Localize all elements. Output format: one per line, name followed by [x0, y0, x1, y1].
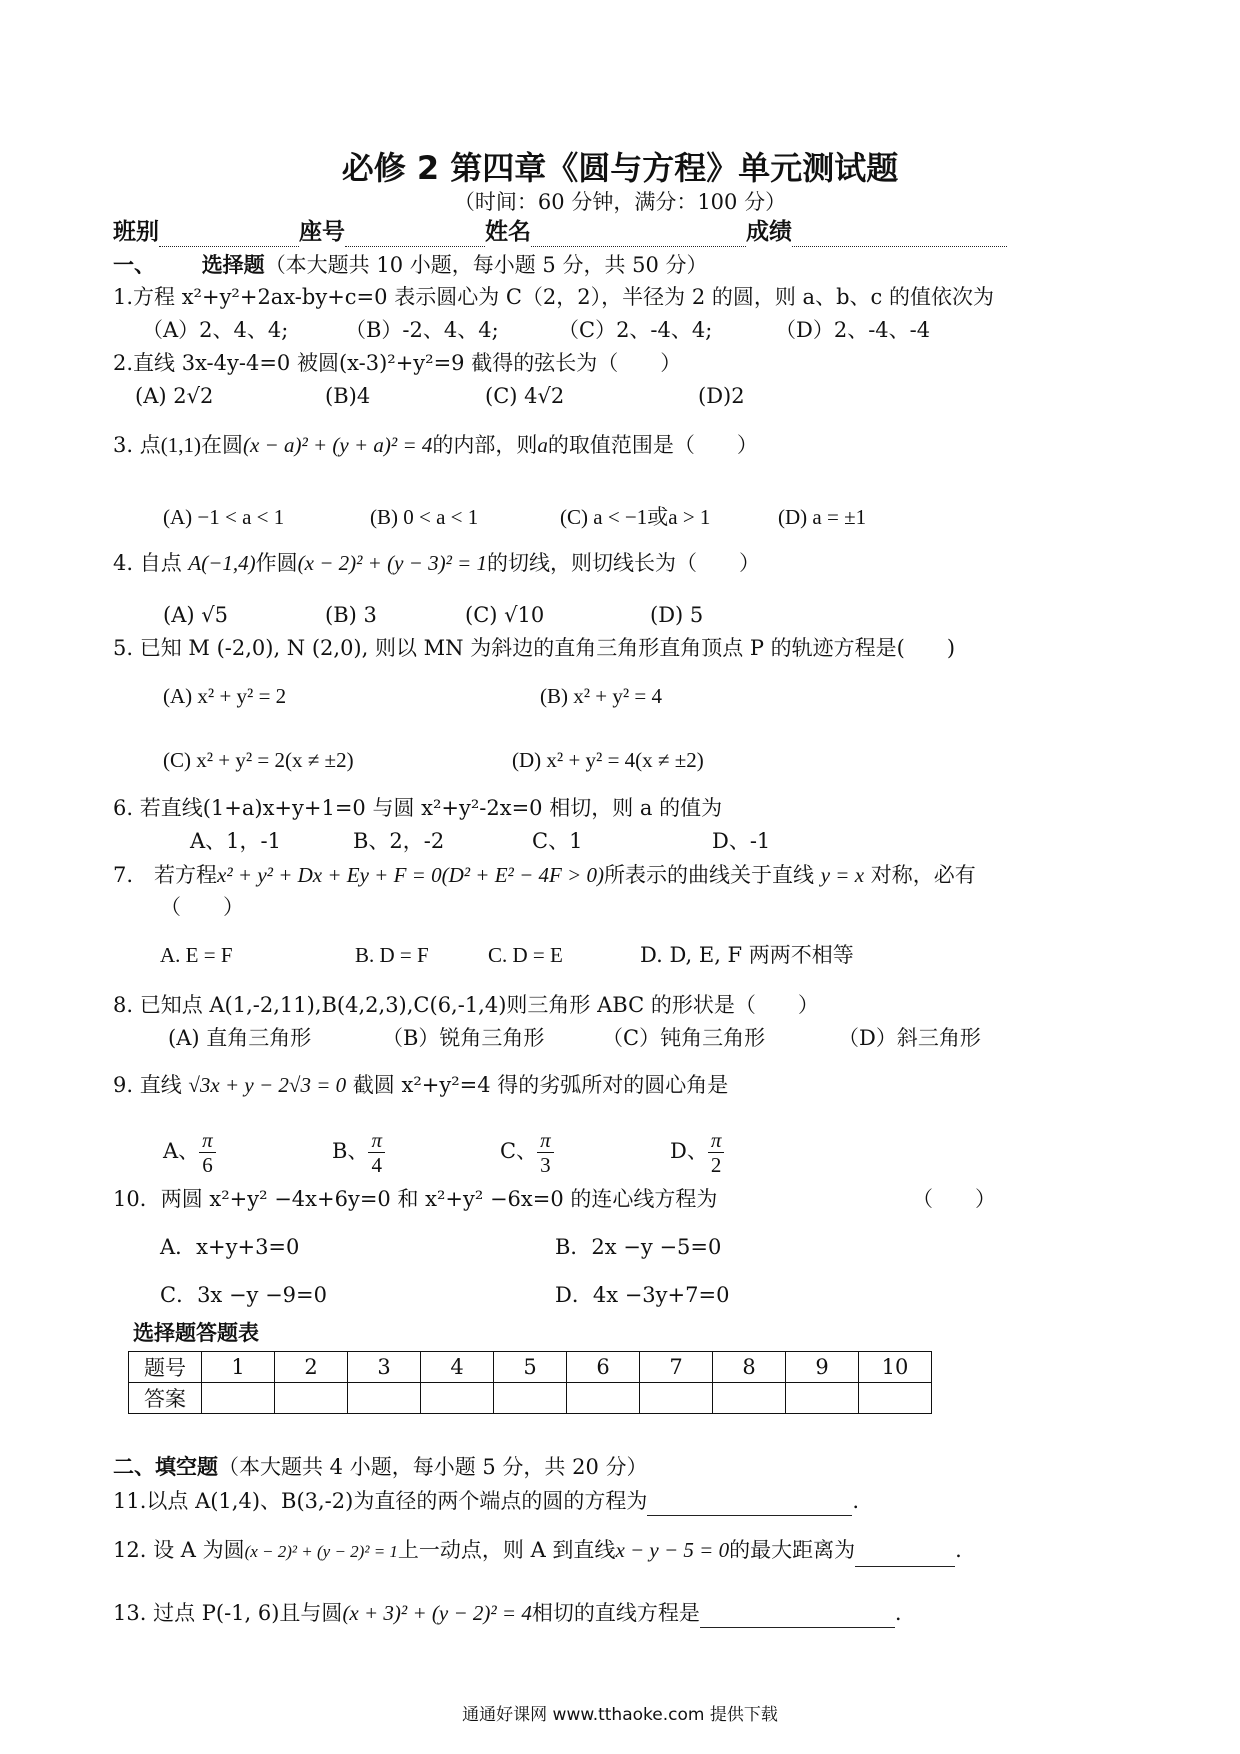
answer-cell[interactable] [567, 1383, 640, 1414]
q13-stem-end: 相切的直线方程是 [531, 1601, 700, 1625]
q9-equation: √3x + y − 2√3 = 0 [188, 1073, 347, 1097]
q3-option-d: (D) a = ±1 [778, 505, 867, 529]
q3-option-b: (B) 0 < a < 1 [370, 505, 479, 529]
q4-stem-pre: 4. 自点 [113, 551, 182, 575]
q3-var: a [537, 433, 548, 457]
section2-heading [113, 1452, 648, 1482]
q2-option-c: (C) 4√2 [485, 384, 565, 408]
answer-cell[interactable] [640, 1383, 713, 1414]
class-blank[interactable] [159, 224, 299, 247]
q4-stem [113, 548, 760, 578]
q6-stem: 6. 若直线(1+a)x+y+1=0 与圆 x²+y²-2x=0 相切，则 a 的值为 [113, 796, 723, 820]
q9-option-c-pi: π [537, 1128, 554, 1153]
q4-point: A(−1,4) [188, 551, 256, 575]
answer-table-number: 5 [494, 1352, 567, 1383]
answer-cell[interactable] [348, 1383, 421, 1414]
q5-option-a: (A) x² + y² = 2 [163, 684, 287, 708]
q9-option-d-pi: π [708, 1128, 725, 1153]
page-title: 必修 2 第四章《圆与方程》单元测试题 [341, 149, 899, 187]
q10-stem: 10．两圆 x²+y² −4x+6y=0 和 x²+y² −6x=0 的连心线方程为 [113, 1187, 718, 1211]
name-blank[interactable] [531, 224, 746, 247]
q9-stem-end: 截圆 x²+y²=4 得的劣弧所对的圆心角是 [352, 1073, 729, 1097]
q9-option-b-label: B、 [332, 1139, 369, 1163]
q11-answer-blank[interactable] [647, 1493, 852, 1516]
q10-option-a: A．x+y+3=0 [160, 1235, 300, 1259]
answer-table-number: 2 [275, 1352, 348, 1383]
q5-option-b: (B) x² + y² = 4 [540, 684, 663, 708]
q12-circle-eq: (x − 2)² + (y − 2)² = 1 [244, 1542, 398, 1561]
q11 [113, 1486, 859, 1516]
score-label: 成绩 [746, 219, 792, 245]
q10-option-b: B．2x −y −5=0 [555, 1235, 722, 1259]
q12 [113, 1535, 962, 1567]
q13-stem-pre: 13. 过点 P(-1, 6)且与圆 [113, 1601, 343, 1625]
q7-option-d: D. D, E, F 两两不相等 [640, 943, 854, 967]
q10-paren: （ ） [912, 1187, 996, 1211]
q9-option-a [163, 1128, 216, 1177]
q2-option-d: (D)2 [698, 384, 745, 408]
section1-number: 一、 [113, 253, 155, 277]
section1-name: 选择题 [201, 253, 265, 277]
answer-cell[interactable] [494, 1383, 567, 1414]
q2-option-b: (B)4 [325, 384, 371, 408]
q6-option-c: C、1 [532, 829, 583, 853]
q3-point: (1,1) [160, 433, 201, 457]
answer-cell[interactable] [202, 1383, 275, 1414]
q4-circle-eq: (x − 2)² + (y − 3)² = 1 [297, 551, 488, 575]
answer-cell[interactable] [421, 1383, 494, 1414]
page-footer: 通通好课网 www.tthaoke.com 提供下载 [462, 1705, 778, 1725]
student-info-line [113, 217, 1007, 247]
answer-table-number: 4 [421, 1352, 494, 1383]
q13-dot: . [894, 1601, 902, 1625]
q12-stem-pre: 12. 设 A 为圆 [113, 1538, 245, 1562]
q8-option-a: (A) 直角三角形 [168, 1026, 312, 1050]
q1-option-c: （C）2、-4、4; [558, 318, 713, 342]
q9-option-d-label: D、 [670, 1139, 708, 1163]
exam-time-score: （时间：60 分钟，满分：100 分） [453, 190, 787, 214]
q9-option-b-den: 4 [371, 1153, 382, 1177]
answer-table-number: 6 [567, 1352, 640, 1383]
q7-option-c: C. D = E [488, 943, 563, 967]
q3-stem-pre: 3. 点 [113, 433, 161, 457]
q7-option-a: A. E = F [160, 943, 233, 967]
q9-option-a-fraction [199, 1128, 216, 1177]
answer-table-number: 8 [713, 1352, 786, 1383]
score-blank[interactable] [792, 224, 1007, 247]
q8-stem: 8. 已知点 A(1,-2,11),B(4,2,3),C(6,-1,4)则三角形 ABC 的形状是（ ） [113, 993, 819, 1017]
answer-table-title: 选择题答题表 [133, 1321, 259, 1345]
q9-option-d [670, 1128, 724, 1177]
q2-option-a: (A) 2√2 [135, 384, 214, 408]
answer-table-number: 3 [348, 1352, 421, 1383]
q9-option-d-den: 2 [710, 1153, 722, 1177]
q11-end: . [852, 1489, 860, 1513]
answer-cell[interactable] [275, 1383, 348, 1414]
q13-circle-eq: (x + 3)² + (y − 2)² = 4 [342, 1601, 532, 1625]
q12-line-eq: x − y − 5 = 0 [615, 1538, 730, 1562]
q1-option-b: （B）-2、4、4; [345, 318, 499, 342]
q7-stem [113, 860, 976, 890]
q11-stem: 11.以点 A(1,4)、B(3,-2)为直径的两个端点的圆的方程为 [113, 1489, 648, 1513]
answer-table-number: 1 [202, 1352, 275, 1383]
q10-option-d: D．4x −3y+7=0 [555, 1283, 730, 1307]
q9-option-c-label: C、 [500, 1139, 538, 1163]
q9-option-a-den: 6 [202, 1153, 213, 1177]
answer-cell[interactable] [859, 1383, 932, 1414]
q10-option-c: C．3x −y −9=0 [160, 1283, 327, 1307]
q1-option-d: （D）2、-4、-4 [775, 318, 931, 342]
name-label: 姓名 [485, 219, 531, 245]
q6-option-d: D、-1 [712, 829, 771, 853]
q6-option-b: B、2，-2 [353, 829, 445, 853]
answer-table-number: 7 [640, 1352, 713, 1383]
answer-table-answer-row [129, 1383, 932, 1414]
q9-option-c [500, 1128, 554, 1177]
q8-option-d: （D）斜三角形 [838, 1026, 981, 1050]
q12-stem-mid: 上一动点，则 A 到直线 [397, 1538, 616, 1562]
q3-option-a: (A) −1 < a < 1 [163, 505, 285, 529]
answer-table [128, 1351, 932, 1414]
section1-desc: （本大题共 10 小题，每小题 5 分，共 50 分） [264, 253, 708, 277]
q3-circle-eq: (x − a)² + (y + a)² = 4 [242, 433, 433, 457]
q8-option-b: （B）锐角三角形 [382, 1026, 545, 1050]
q7-stem-end: 对称，必有 [870, 863, 976, 887]
q12-stem-end: 的最大距离为 [729, 1538, 856, 1562]
answer-table-row1-label: 题号 [129, 1352, 202, 1383]
q12-answer-blank[interactable] [855, 1544, 955, 1567]
q4-option-c: (C) √10 [465, 603, 545, 627]
q9-option-a-label: A、 [163, 1139, 200, 1163]
q1-option-a: （A）2、4、4; [142, 318, 289, 342]
section2-desc: （本大题共 4 小题，每小题 5 分，共 20 分） [218, 1455, 648, 1479]
q7-stem-pre: 7. 若方程 [113, 863, 218, 887]
answer-table-number: 9 [786, 1352, 859, 1383]
q2-stem: 2.直线 3x-4y-4=0 被圆(x-3)²+y²=9 截得的弦长为（ ） [113, 351, 682, 375]
q12-dot: . [955, 1538, 962, 1562]
q9-stem [113, 1070, 728, 1100]
section2-name: 二、填空题 [113, 1455, 218, 1479]
q9-option-a-pi: π [199, 1128, 216, 1153]
q4-option-d: (D) 5 [650, 603, 704, 627]
q4-option-b: (B) 3 [325, 603, 377, 627]
q4-stem-end: 的切线，则切线长为（ ） [487, 551, 761, 575]
class-label: 班别 [113, 219, 159, 245]
answer-cell[interactable] [786, 1383, 859, 1414]
q9-option-d-fraction [708, 1128, 725, 1177]
q7-line: y = x [820, 863, 865, 887]
answer-table-number-row [129, 1352, 932, 1383]
q9-option-c-den: 3 [540, 1153, 551, 1177]
q4-option-a: (A) √5 [163, 603, 228, 627]
answer-cell[interactable] [713, 1383, 786, 1414]
q9-stem-pre: 9. 直线 [113, 1073, 182, 1097]
q3-stem-mid1: 在圆 [200, 433, 243, 457]
q13-answer-blank[interactable] [700, 1605, 895, 1628]
q5-option-d: (D) x² + y² = 4(x ≠ ±2) [512, 748, 704, 772]
q7-stem-mid: 所表示的曲线关于直线 [604, 863, 815, 887]
q7-equation: x² + y² + Dx + Ey + F = 0(D² + E² − 4F > 0) [217, 863, 605, 887]
q3-stem-mid2: 的内部，则 [432, 433, 538, 457]
q6-option-a: A、1，-1 [190, 829, 281, 853]
q7-option-b: B. D = F [355, 943, 429, 967]
seat-label: 座号 [299, 219, 345, 245]
q4-stem-mid: 作圆 [255, 551, 298, 575]
q9-option-b-pi: π [368, 1128, 385, 1153]
seat-blank[interactable] [345, 224, 485, 247]
answer-table-row2-label: 答案 [129, 1383, 202, 1414]
q9-option-c-fraction [537, 1128, 554, 1177]
q13 [113, 1598, 902, 1628]
answer-table-number: 10 [859, 1352, 932, 1383]
section1-heading [113, 250, 708, 280]
q5-option-c: (C) x² + y² = 2(x ≠ ±2) [163, 748, 354, 772]
q9-option-b [332, 1128, 385, 1177]
q1-stem: 1.方程 x²+y²+2ax-by+c=0 表示圆心为 C（2，2），半径为 2 的圆，则 a、b、c 的值依次为 [113, 285, 994, 309]
q3-stem-end: 的取值范围是（ ） [547, 433, 758, 457]
q8-option-c: （C）钝角三角形 [602, 1026, 766, 1050]
q7-paren: （ ） [160, 895, 244, 919]
q3-stem [113, 430, 758, 460]
q5-stem: 5. 已知 M (-2,0), N (2,0), 则以 MN 为斜边的直角三角形直角顶点 P 的轨迹方程是( ) [113, 636, 956, 660]
q9-option-b-fraction [368, 1128, 385, 1177]
q3-option-c: (C) a < −1或a > 1 [560, 505, 711, 529]
